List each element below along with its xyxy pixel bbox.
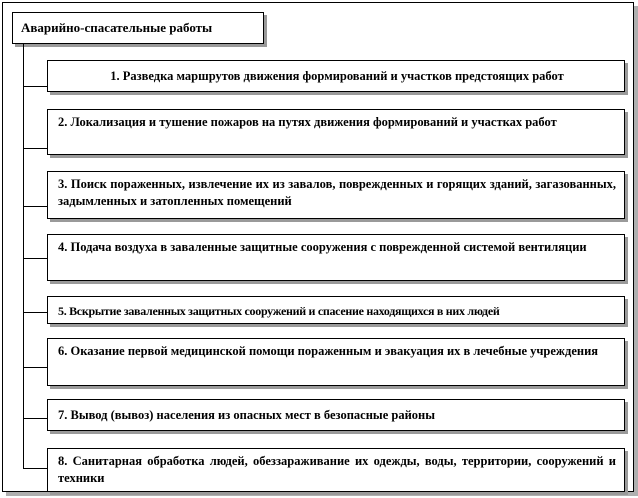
step-2-box: 2. Локализация и тушение пожаров на путях движения формирований и участках работ: [47, 109, 625, 155]
connector-branch-4: [23, 258, 47, 259]
connector-branch-8: [23, 468, 47, 469]
step-3-box: 3. Поиск пораженных, извлечение их из завалов, поврежденных и горящих зданий, загазованных, задымленных и затопленных помещений: [47, 171, 625, 219]
connector-branch-3: [23, 206, 47, 207]
connector-branch-2: [23, 148, 47, 149]
connector-branch-6: [23, 367, 47, 368]
connector-branch-7: [23, 418, 47, 419]
step-4-box: 4. Подача воздуха в заваленные защитные сооружения с поврежденной системой вентиляции: [47, 234, 625, 281]
step-8-box: 8. Санитарная обработка людей, обеззараживание их одежды, воды, территории, сооружений и техники: [47, 448, 625, 492]
connector-trunk: [23, 44, 24, 468]
step-6-box: 6. Оказание первой медицинской помощи пораженным и эвакуация их в лечебные учреждения: [47, 338, 625, 386]
step-1-box: 1. Разведка маршрутов движения формирований и участков предстоящих работ: [47, 60, 625, 92]
step-5-box: 5. Вскрытие заваленных защитных сооружений и спасение находящихся в них людей: [47, 296, 625, 324]
connector-branch-5: [23, 312, 47, 313]
connector-branch-1: [23, 86, 47, 87]
step-7-box: 7. Вывод (вывоз) населения из опасных мест в безопасные районы: [47, 399, 625, 431]
diagram-title: Аварийно-спасательные работы: [12, 12, 264, 44]
